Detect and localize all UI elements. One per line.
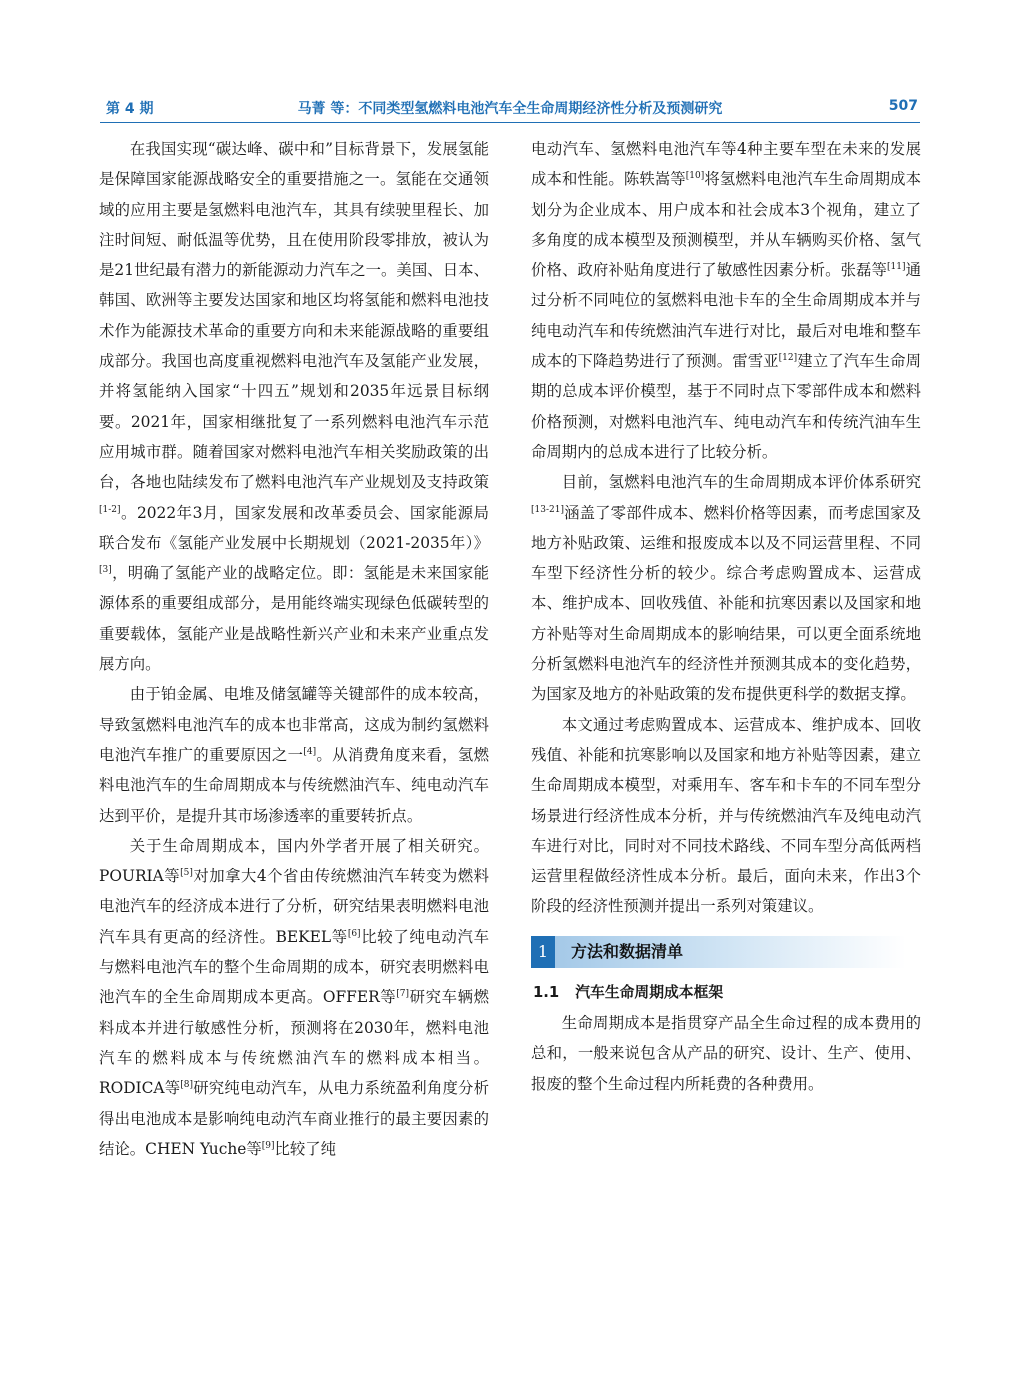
paragraph [531, 467, 921, 709]
subsection-title: 汽车生命周期成本框架 [575, 983, 724, 1001]
text-run: 电动汽车、氢燃料电池汽车等4种主要车型在未来的发展成本和性能。陈轶嵩等 [531, 140, 921, 189]
paragraph [99, 679, 489, 830]
subsection-number: 1.1 [533, 983, 560, 1001]
citation: [11] [887, 262, 906, 273]
citation: [9] [261, 1140, 275, 1151]
citation: [3] [99, 565, 112, 576]
text-run: 建立了汽车生命周期的总成本评价模型，基于不同时点下零部件成本和燃料价格预测，对燃料电池汽车、纯电动汽车和传统汽油车生命周期内的总成本进行了比较分析。 [531, 352, 921, 461]
citation: [4] [303, 746, 317, 757]
running-title: 马菁 等：不同类型氢燃料电池汽车全生命周期经济性分析及预测研究 [297, 101, 723, 117]
text-run: 。从消费角度来看，氢燃料电池汽车的生命周期成本与传统燃油汽车、纯电动汽车达到平价，是提升其市场渗透率的重要转折点。 [99, 745, 489, 825]
subsection-heading [533, 978, 921, 1008]
left-column [99, 134, 489, 1164]
running-header [100, 96, 920, 123]
citation: [7] [396, 989, 410, 1000]
citation: [13-21] [531, 504, 564, 515]
text-run: 在我国实现“碳达峰、碳中和”目标背景下，发展氢能是保障国家能源战略安全的重要措施之一。氢能在交通领域的应用主要是氢燃料电池汽车，其具有续驶里程长、加注时间短、耐低温等优势，且在使用阶段零排放，被认为是21世纪最有潜力的新能源动力汽车之一。美国、日本、韩国、欧洲等主要发达国家和地区均将氢能和燃料电池技术作为能源技术革命的重要方向和未来能源战略的重要组成部分。我国也高度重视燃料电池汽车及氢能产业发展，并将氢能纳入国家“十四五”规划和2035年远景目标纲要。2021年，国家相继批复了一系列燃料电池汽车示范应用城市群。随着国家对燃料电池汽车相关奖励政策的出台，各地也陆续发布了燃料电池汽车产业规划及支持政策 [99, 140, 489, 492]
citation: [8] [180, 1080, 194, 1091]
paragraph: 本文通过考虑购置成本、运营成本、维护成本、回收残值、补能和抗寒影响以及国家和地方补贴等因素，建立生命周期成本模型，对乘用车、客车和卡车的不同车型分场景进行经济性成本分析，并与传统燃油汽车及纯电动汽车进行对比，同时对不同技术路线、不同车型分高低两档运营里程做经济性成本分析。最后，面向未来，作出3个阶段的经济性预测并提出一系列对策建议。 [531, 715, 921, 916]
citation: [5] [180, 868, 193, 879]
text-run: 研究纯电动汽车，从电力系统盈利角度分析得出电池成本是影响纯电动汽车商业推行的最主要因素的结论。CHEN Yuche等 [99, 1079, 489, 1158]
text-run: 涵盖了零部件成本、燃料价格等因素，而考虑国家及地方补贴政策、运维和报废成本以及不同运营里程、不同车型下经济性分析的较少。综合考虑购置成本、运营成本、维护成本、回收残值、补能和抗寒因素以及国家和地方补贴等对生命周期成本的影响结果，可以更全面系统地分析氢燃料电池汽车的经济性并预测其成本的变化趋势，为国家及地方的补贴政策的发布提供更科学的数据支撑。 [531, 503, 921, 704]
issue-label: 第 4 期 [106, 101, 154, 117]
citation: [10] [685, 171, 705, 182]
citation: [1-2] [99, 504, 121, 515]
right-column [531, 134, 921, 1099]
section-number: 1 [531, 936, 555, 968]
section-heading [531, 936, 921, 968]
text-run: 关于生命周期成本，国内外学者开展了相关研究。POURIA等 [99, 836, 489, 886]
text-run: 。2022年3月，国家发展和改革委员会、国家能源局联合发布《氢能产业发展中长期规划（2021-2035年）》 [99, 503, 489, 552]
text-run: 对加拿大4个省由传统燃油汽车转变为燃料电池汽车的经济成本进行了分析，研究结果表明燃料电池汽车具有更高的经济性。BEKEL等 [99, 867, 489, 946]
text-run: ，明确了氢能产业的战略定位。即：氢能是未来国家能源体系的重要组成部分，是用能终端实现绿色低碳转型的重要载体，氢能产业是战略性新兴产业和未来产业重点发展方向。 [99, 564, 489, 674]
text-run: 比较了纯电动汽车与燃料电池汽车的整个生命周期的成本，研究表明燃料电池汽车的全生命周期成本更高。OFFER等 [99, 927, 489, 1007]
section-title: 方法和数据清单 [571, 941, 684, 961]
text-run: 由于铂金属、电堆及储氢罐等关键部件的成本较高，导致氢燃料电池汽车的成本也非常高，这成为制约氢燃料电池汽车推广的重要原因之一 [99, 685, 489, 764]
paragraph [99, 831, 489, 1164]
paragraph [531, 134, 921, 467]
paragraph [99, 134, 489, 679]
text-run: 目前，氢燃料电池汽车的生命周期成本评价体系研究 [561, 473, 921, 492]
text-run: 研究车辆燃料成本并进行敏感性分析，预测将在2030年，燃料电池汽车的燃料成本与传统燃油汽车的燃料成本相当。RODICA等 [99, 988, 489, 1098]
page-number: 507 [888, 98, 918, 114]
text-run: 比较了纯 [274, 1139, 337, 1158]
paragraph: 生命周期成本是指贯穿产品全生命过程的成本费用的总和，一般来说包含从产品的研究、设计、生产、使用、报废的整个生命过程内所耗费的各种费用。 [531, 1014, 921, 1093]
citation: [6] [347, 928, 361, 939]
text-run: 将氢燃料电池汽车生命周期成本划分为企业成本、用户成本和社会成本3个视角，建立了多角度的成本模型及预测模型，并从车辆购买价格、氢气价格、政府补贴角度进行了敏感性因素分析。张磊等 [531, 170, 921, 280]
citation: [12] [778, 353, 798, 364]
text-run: 通过分析不同吨位的氢燃料电池卡车的全生命周期成本并与纯电动汽车和传统燃油汽车进行对比，最后对电堆和整车成本的下降趋势进行了预测。雷雪亚 [531, 261, 921, 371]
